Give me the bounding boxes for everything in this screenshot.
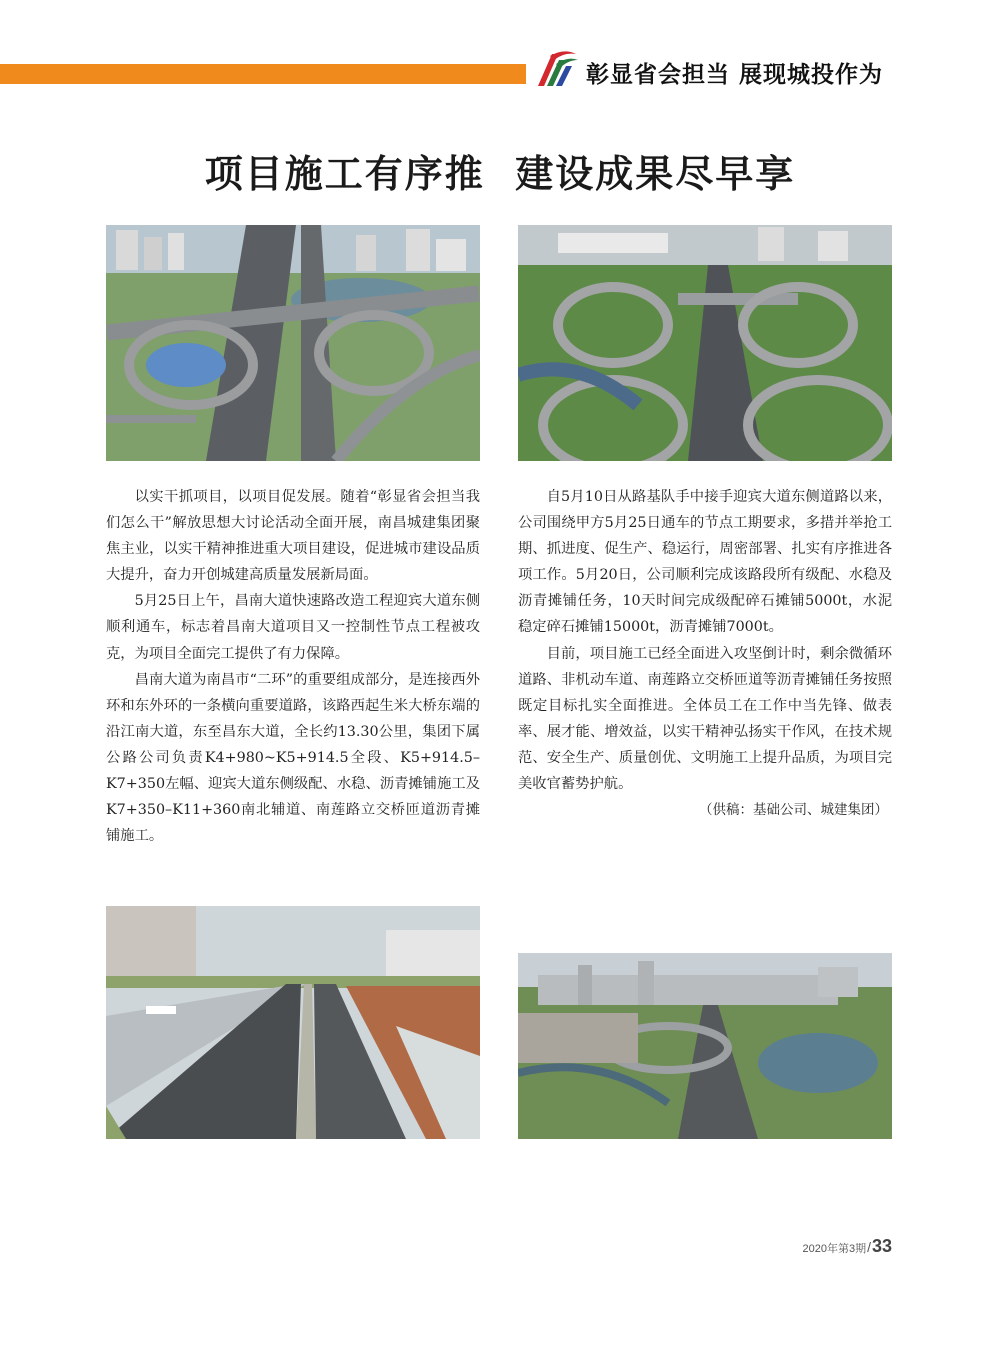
interchange-aerial-photo	[518, 225, 892, 461]
page-number: 33	[871, 1236, 892, 1256]
header-accent-bar	[0, 64, 526, 84]
article-column-right	[518, 484, 892, 823]
page-folio	[802, 1236, 892, 1257]
article-paragraph: 自5月10日从路基队手中接手迎宾大道东侧道路以来，公司围绕甲方5月25日通车的节点工期要求，多措并举抢工期、抓进度、促生产、稳运行，周密部署、扎实有序推进各项工作。5月20日，公司顺利完成该路段所有级配、水稳及沥青摊铺任务，10天时间完成级配碎石摊铺5000t，水泥稳定碎石摊铺15000t，沥青摊铺7000t。	[518, 489, 892, 636]
article-paragraph: 目前，项目施工已经全面进入攻坚倒计时，剩余微循环道路、非机动车道、南莲路立交桥匝道等沥青摊铺任务按照既定目标扎实全面推进。全体员工在工作中当先锋、做表率、展才能、增效益，以实干精神弘扬实干作风，在技术规范、安全生产、质量创优、文明施工上提升品质，为项目完美收官蓄势护航。	[518, 645, 892, 793]
interchange-aerial-photo	[106, 225, 480, 461]
folio-separator: /	[867, 1239, 871, 1255]
article-paragraph: 昌南大道为南昌市“二环”的重要组成部分，是连接西外环和东外环的一条横向重要道路，该路西起生米大桥东端的沿江南大道，东至昌东大道，全长约13.30公里，集团下属公路公司负责K4+980~K5+914.5全段、K5+914.5–K7+350左幅、迎宾大道东侧级配、水稳、沥青摊铺施工及K7+350–K11+360南北辅道、南莲路立交桥匝道沥青摊铺施工。	[106, 671, 480, 845]
road-construction-photo	[106, 906, 480, 1139]
page-title: 项目施工有序推 建设成果尽早享	[204, 152, 796, 196]
issue-label: 2020年第3期	[802, 1243, 867, 1255]
city-road-aerial-photo	[518, 953, 892, 1139]
header-slogan: 彰显省会担当 展现城投作为	[586, 62, 884, 88]
article-source: （供稿：基础公司、城建集团）	[699, 802, 888, 819]
article-paragraph: 5月25日上午，昌南大道快速路改造工程迎宾大道东侧顺利通车，标志着昌南大道项目又一控制性节点工程被攻克，为项目全面完工提供了有力保障。	[106, 593, 480, 662]
article-column-left	[106, 484, 480, 849]
company-logo	[532, 46, 578, 90]
article-paragraph: 以实干抓项目，以项目促发展。随着“彰显省会担当我们怎么干”解放思想大讨论活动全面开展，南昌城建集团聚焦主业，以实干精神推进重大项目建设，促进城市建设品质大提升，奋力开创城建高质量发展新局面。	[106, 489, 480, 584]
